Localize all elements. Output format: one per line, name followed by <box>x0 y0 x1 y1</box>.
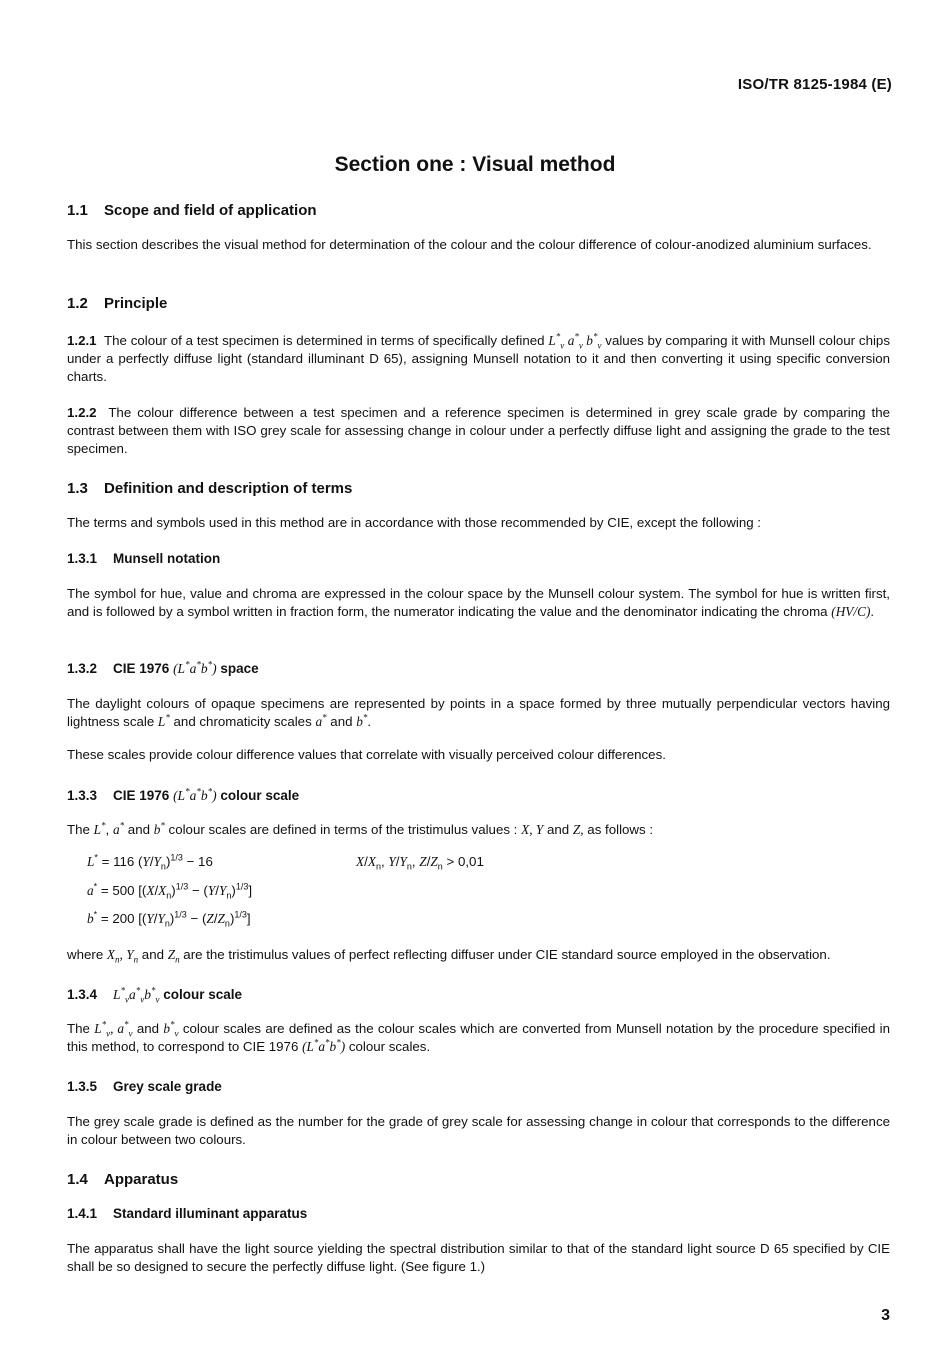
l-star-symbol: L* <box>93 820 106 837</box>
a-star-symbol: a* <box>112 820 125 837</box>
paragraph-text: The colour difference between a test specimen and a reference specimen is determined in grey scale grade by comparing the contrast between them with ISO grey scale for assessing change in colour under a perfectly diffuse light and assigning the grade to the test specimen. <box>67 405 890 456</box>
heading-suffix: colour scale <box>220 788 300 803</box>
intro-end: as follows : <box>587 822 654 837</box>
heading-number: 1.3.3 <box>67 788 98 803</box>
heading-text: Grey scale grade <box>113 1079 222 1094</box>
lab-v-symbol: $L^*_v$ $a^*_v$ $b^*_v$ <box>548 331 602 351</box>
heading-1-1 <box>67 202 317 219</box>
paragraph-1-3-intro: The terms and symbols used in this method are in accordance with those recommended by CIE, except the following : <box>67 515 762 530</box>
intro-text: colour scales are defined in terms of the tristimulus values : <box>168 822 518 837</box>
heading-number: 1.2 <box>67 295 88 312</box>
heading-1-4-1 <box>67 1206 307 1221</box>
equation-condition: $X/X_n$, $Y/Y_n$, $Z/Z_n > 0,01$ <box>356 854 484 872</box>
heading-text: Definition and description of terms <box>104 480 353 497</box>
hvc-symbol: (HV/C) <box>831 604 871 619</box>
paragraph-1-3-1 <box>67 585 890 621</box>
text-b: and <box>136 1021 160 1036</box>
lab-symbol: (L*a*b*) <box>173 786 217 803</box>
paragraph-number: 1.2.2 <box>67 405 97 420</box>
heading-text: Apparatus <box>104 1171 179 1188</box>
paragraph-1-3-3-intro <box>67 821 890 839</box>
heading-1-3-5 <box>67 1079 222 1094</box>
where-text-a: where <box>67 947 104 962</box>
heading-1-4 <box>67 1171 178 1188</box>
text-d: colour scales. <box>348 1039 431 1054</box>
document-id: ISO/TR 8125-1984 (E) <box>737 76 892 93</box>
heading-suffix: colour scale <box>163 987 243 1002</box>
paragraph-text-a: The daylight colours of opaque specimens are represented by points in a space formed by three mutually perpendicular vectors having lightness scale <box>67 696 890 729</box>
heading-text: Scope and field of application <box>104 202 317 219</box>
paragraph-1-2-2 <box>67 404 890 458</box>
heading-number: 1.3 <box>67 480 88 497</box>
heading-number: 1.3.2 <box>67 661 98 676</box>
paragraph-text-b: and chromaticity scales <box>173 714 312 729</box>
paragraph-1-3-2-b: These scales provide colour difference values that correlate with visually perceived colour differences. <box>67 747 666 762</box>
text-a: The <box>67 1021 90 1036</box>
heading-1-3-2 <box>67 661 259 677</box>
equation-b-star: b* = 200 $[(Y/Y_n)^{1/3} - (Z/Z_n)^{1/3}]$ <box>87 909 251 929</box>
heading-text: CIE 1976 <box>113 661 170 676</box>
paragraph-1-3-5: The grey scale grade is defined as the number for the grade of grey scale for assessing change in colour that corresponds to the difference in colour between two colours. <box>67 1114 890 1147</box>
text-c: colour scales are defined as the colour scales which are converted from Munsell notation by the procedure specified in this method, to correspond to CIE 1976 <box>67 1021 891 1054</box>
heading-number: 1.4 <box>67 1171 88 1188</box>
l-star-symbol: L* <box>157 712 170 729</box>
intro-and-2: and <box>546 822 570 837</box>
zn-symbol: $Z_n$ <box>167 947 180 965</box>
heading-suffix: space <box>220 661 259 676</box>
lab-symbol: (L*a*b*) <box>302 1037 346 1054</box>
lab-symbol: (L*a*b*) <box>173 659 217 676</box>
heading-text: Munsell notation <box>113 551 221 566</box>
heading-1-2 <box>67 295 167 312</box>
equation-l-star: L* = 116 $(Y/Y_n)^{1/3} - 16$ <box>87 852 213 872</box>
where-text-b: and <box>141 947 164 962</box>
paragraph-1-3-3-where <box>67 946 890 964</box>
paragraph-end: . <box>367 714 372 729</box>
b-star-symbol: b* <box>153 820 165 837</box>
paragraph-text-b: values by comparing it with Munsell colour chips under a perfectly diffuse light (standard illuminant D 65), assigning Munsell notation to it and then converting it using specific conversion charts. <box>67 333 890 384</box>
paragraph-text-b: . <box>870 604 875 619</box>
heading-1-3-4 <box>67 987 242 1003</box>
intro-and: and <box>127 822 150 837</box>
paragraph-1-4-1: The apparatus shall have the light source yielding the spectral distribution similar to that of the standard light source D 65 specified by CIE shall be so designed to secure the perfectly diffuse light. (See figure 1.) <box>67 1241 890 1274</box>
heading-number: 1.3.4 <box>67 987 98 1002</box>
intro-the: The <box>67 822 90 837</box>
heading-1-3-1 <box>67 551 220 566</box>
heading-1-3 <box>67 480 352 497</box>
heading-text: Standard illuminant apparatus <box>113 1206 308 1221</box>
heading-text: Principle <box>104 295 168 312</box>
paragraph-1-2-1 <box>67 332 890 386</box>
paragraph-scope: This section describes the visual method for determination of the colour and the colour difference of colour-anodized aluminium surfaces. <box>67 237 872 252</box>
xn-yn-symbols: $X_n$, $Y_n$ <box>106 947 139 965</box>
paragraph-1-3-2-a <box>67 695 890 731</box>
paragraph-text-a: The colour of a test specimen is determined in terms of specifically defined <box>103 333 545 348</box>
lab-v-symbol: $L^*_va^*_vb^*_v$ <box>113 985 160 1005</box>
xy-symbols: X, Y <box>521 822 544 837</box>
bv-symbol: $b^*_v$ <box>163 1019 179 1039</box>
intro-comma: , <box>105 822 110 837</box>
page-number: 3 <box>881 1307 890 1324</box>
paragraph-1-3-4 <box>67 1020 890 1056</box>
lv-av-symbols: $L^*_v$, $a^*_v$ <box>94 1019 133 1039</box>
b-star-symbol: b* <box>356 712 368 729</box>
where-text-c: are the tristimulus values of perfect reflecting diffuser under CIE standard source employed in the observation. <box>183 947 831 962</box>
heading-1-3-3 <box>67 788 299 804</box>
heading-number: 1.4.1 <box>67 1206 98 1221</box>
heading-number: 1.3.1 <box>67 551 98 566</box>
heading-text: CIE 1976 <box>113 788 170 803</box>
section-title: Section one : Visual method <box>334 153 616 176</box>
heading-number: 1.3.5 <box>67 1079 98 1094</box>
z-symbol: Z, <box>572 822 584 837</box>
equation-a-star: a* = 500 $[(X/X_n)^{1/3} - (Y/Y_n)^{1/3}]$ <box>87 881 253 901</box>
a-star-symbol: a* <box>315 712 327 729</box>
paragraph-and: and <box>330 714 353 729</box>
heading-number: 1.1 <box>67 202 88 219</box>
paragraph-number: 1.2.1 <box>67 333 97 348</box>
paragraph-text-a: The symbol for hue, value and chroma are expressed in the colour space by the Munsell colour system. The symbol for hue is written first, and is followed by a symbol written in fraction form, the numerator indicating the value and the denominator indicating the chroma <box>67 586 890 619</box>
